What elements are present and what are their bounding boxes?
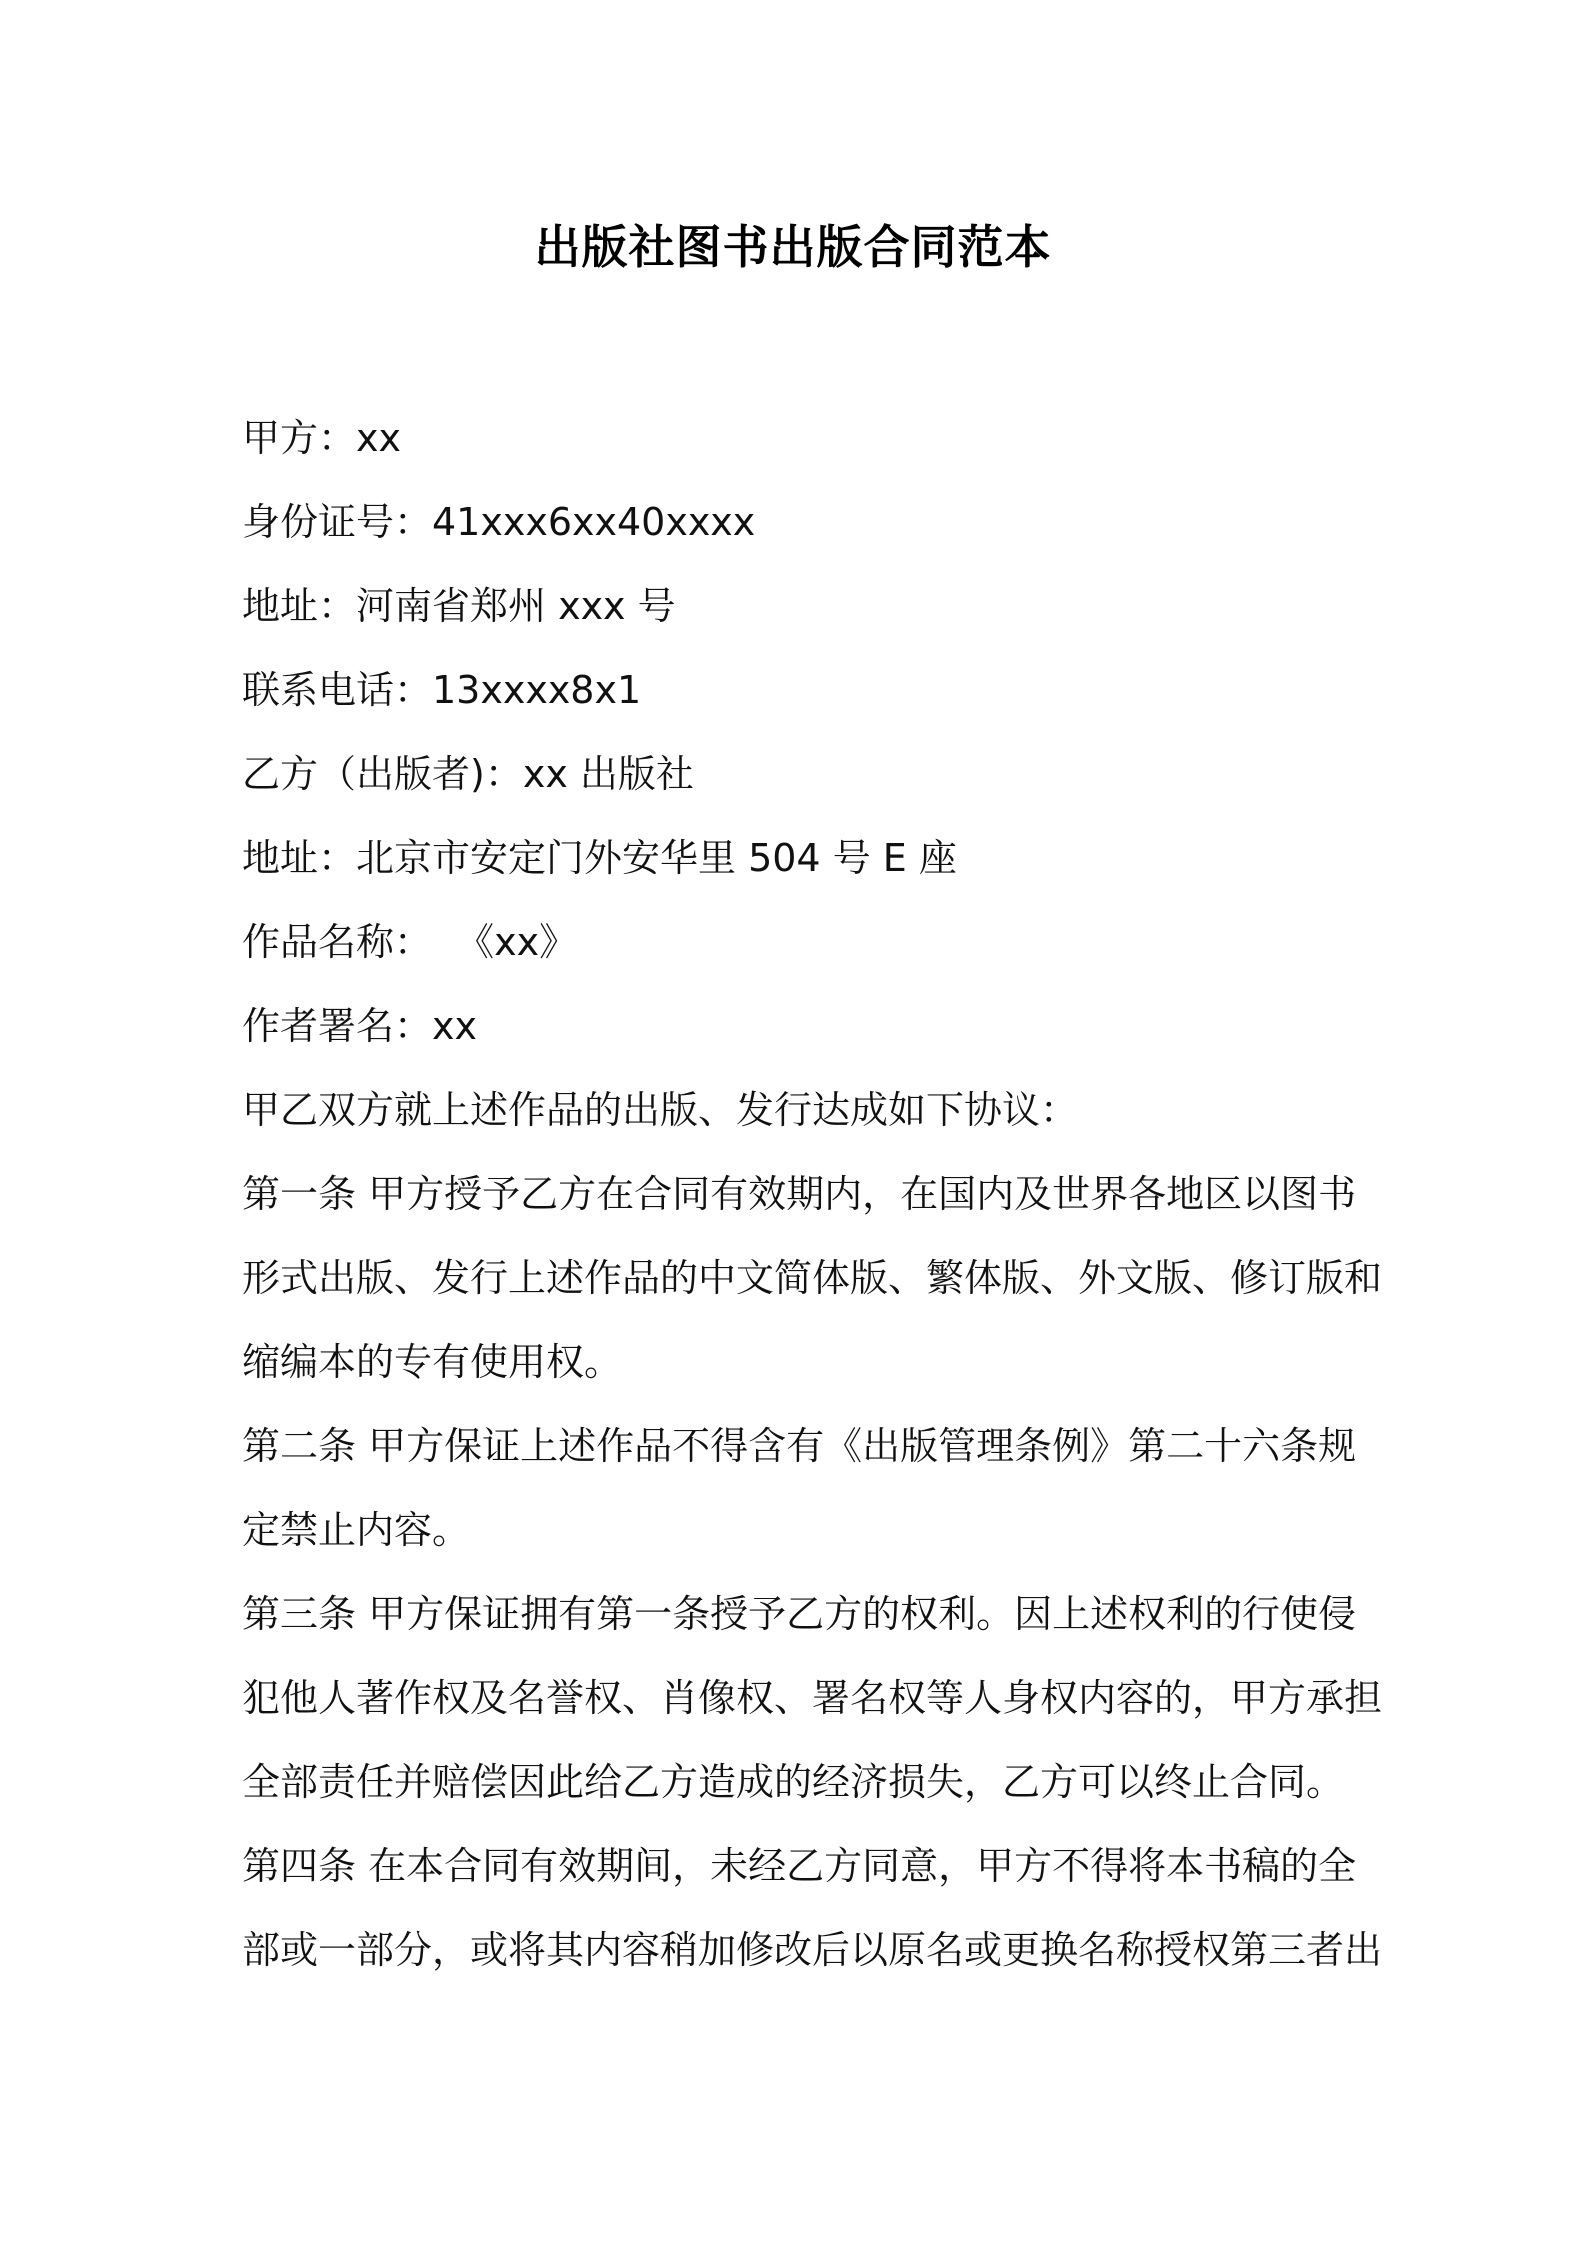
- id-number-line: 身份证号：41xxx6xx40xxxx: [242, 500, 756, 544]
- article-2: [242, 1404, 1357, 1572]
- party-b-line: 乙方（出版者)：xx 出版社: [242, 752, 694, 796]
- preamble-line: 甲乙双方就上述作品的出版、发行达成如下协议：: [242, 1088, 1079, 1132]
- party-a-address-line: 地址：河南省郑州 xxx 号: [242, 584, 676, 628]
- contract-body: [242, 396, 1383, 1992]
- party-a-line: 甲方：xx: [242, 416, 401, 460]
- article-line: 第二条 甲方保证上述作品不得含有《出版管理条例》第二十六条规: [242, 1424, 1357, 1468]
- article-1: [242, 1152, 1383, 1404]
- article-line: 第一条 甲方授予乙方在合同有效期内，在国内及世界各地区以图书: [242, 1172, 1357, 1216]
- article-line: 全部责任并赔偿因此给乙方造成的经济损失，乙方可以终止合同。: [242, 1760, 1345, 1804]
- party-b-address-line: 地址：北京市安定门外安华里 504 号 E 座: [242, 836, 957, 880]
- article-line: 第四条 在本合同有效期间，未经乙方同意，甲方不得将本书稿的全: [242, 1844, 1357, 1888]
- article-line: 犯他人著作权及名誉权、肖像权、署名权等人身权内容的，甲方承担: [242, 1676, 1383, 1720]
- article-3: [242, 1572, 1383, 1824]
- work-title-line: 作品名称： 《xx》: [242, 920, 578, 964]
- article-line: 部或一部分，或将其内容稍加修改后以原名或更换名称授权第三者出: [242, 1928, 1383, 1972]
- article-4: [242, 1824, 1383, 1992]
- document-title: 出版社图书出版合同范本: [534, 220, 1052, 274]
- article-line: 定禁止内容。: [242, 1508, 471, 1552]
- author-name-line: 作者署名：xx: [242, 1004, 477, 1048]
- article-line: 第三条 甲方保证拥有第一条授予乙方的权利。因上述权利的行使侵: [242, 1592, 1357, 1636]
- article-line: 形式出版、发行上述作品的中文简体版、繁体版、外文版、修订版和: [242, 1256, 1383, 1300]
- phone-line: 联系电话：13xxxx8x1: [242, 668, 642, 712]
- article-line: 缩编本的专有使用权。: [242, 1340, 623, 1384]
